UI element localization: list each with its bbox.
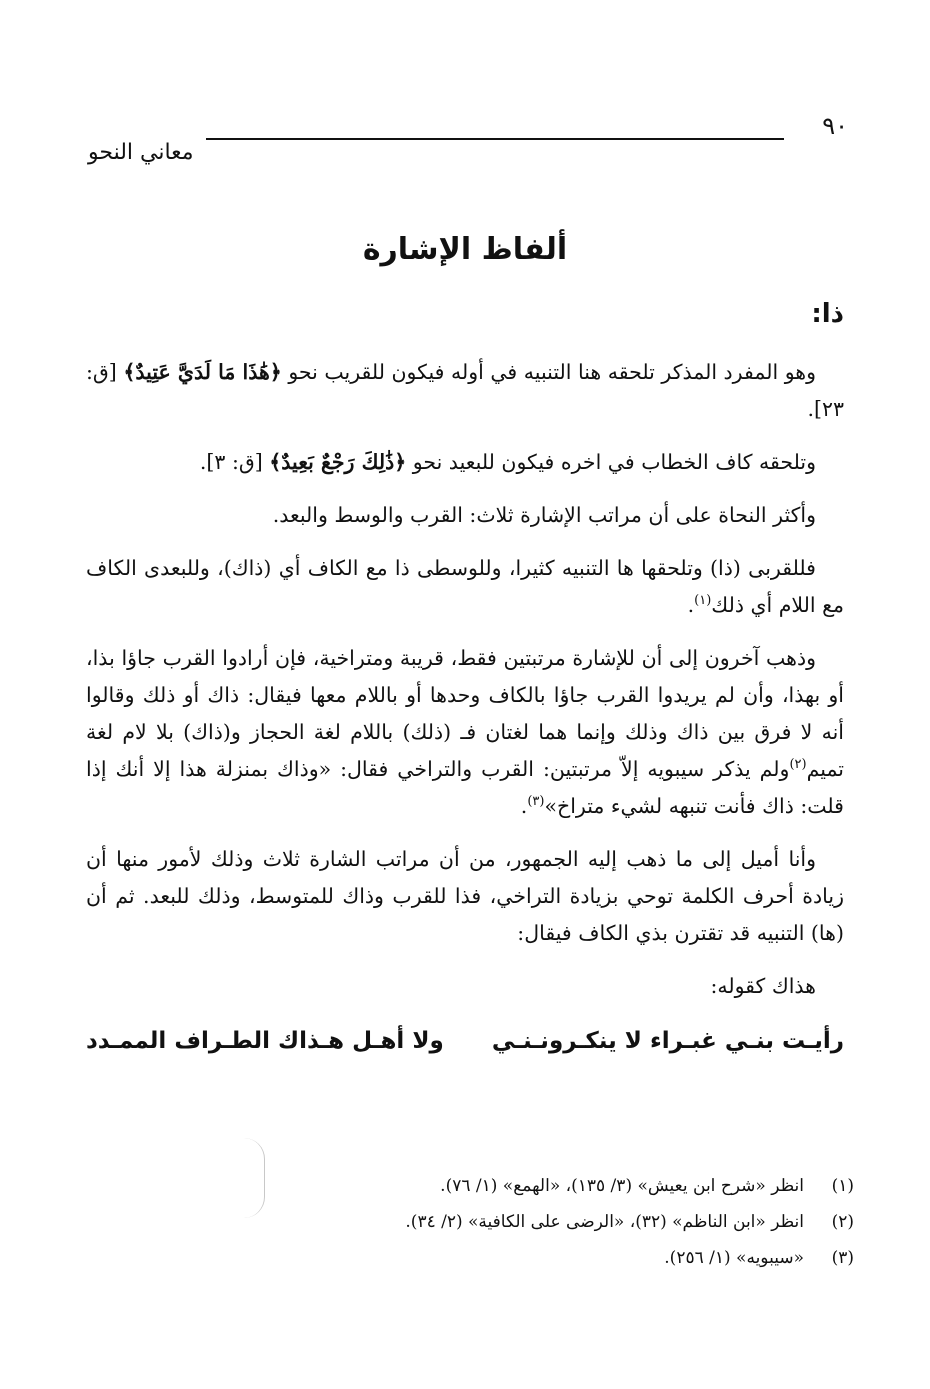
paragraph-4	[86, 550, 844, 624]
paragraph-2-text: وتلحقه كاف الخطاب في اخره فيكون للبعيد نحو	[406, 450, 816, 474]
header-rule	[206, 138, 784, 140]
paragraph-2	[86, 444, 844, 481]
main-content	[86, 292, 844, 1061]
paragraph-4-end: .	[687, 593, 695, 617]
footnote-marker-1[interactable]: (١)	[694, 593, 712, 609]
paragraph-7: هذاك كقوله:	[710, 974, 816, 998]
footnote-marker-2[interactable]: (٢)	[789, 757, 807, 773]
verse-hemistich-2: ولا أهـل هـذاك الطـراف الممـدد	[86, 1028, 444, 1054]
footnotes	[86, 1168, 854, 1276]
footnote-text: انظر «ابن الناظم» (٣٢)، «الرضى على الكافية» (٢/ ٣٤).	[405, 1212, 804, 1232]
quran-ref-2: [ق: ٣].	[199, 450, 270, 474]
paragraph-5	[86, 640, 844, 825]
paragraph-1-text: وهو المفرد المذكر تلحقه هنا التنبيه في أوله فيكون للقريب نحو	[281, 360, 816, 384]
paragraph-5-end: .	[520, 794, 528, 818]
page-number: ٩٠	[822, 112, 848, 140]
footnote-number: (١)	[831, 1176, 854, 1196]
paragraph-3: وأكثر النحاة على أن مراتب الإشارة ثلاث: القرب والوسط والبعد.	[272, 503, 816, 527]
chapter-title: ألفاظ الإشارة	[362, 232, 568, 267]
footnote-number: (٢)	[831, 1212, 854, 1232]
quran-ref-1: [ق: ٢٣].	[86, 360, 844, 421]
footnote-text: انظر «شرح ابن يعيش» (٣/ ١٣٥)، «الهمع» (١/ ٧٦).	[440, 1176, 804, 1196]
paragraph-1	[86, 354, 844, 428]
paragraph-5-text-a: وذهب آخرون إلى أن للإشارة مرتبتين فقط، قريبة ومتراخية، فإن أرادوا القرب جاؤا بذا، أو بهذا، وأن لم يريدوا القرب جاؤا بالكاف وحدها أو باللام معها فيقال: ذاك أو ذلك وقالوا أنه لا فرق بين ذاك وذلك وإنما هما لغتان فـ (ذلك) باللام لغة الحجاز و(ذاك) بلا لام لغة تميم	[86, 646, 844, 781]
page-header	[88, 112, 858, 172]
poetry-verse	[86, 1021, 844, 1061]
paragraph-5-text-b: ولم يذكر سيبويه إلاّ مرتبتين: القرب والتراخي فقال: «وذاك بمنزلة هذا إلا أنك إذا قلت: ذاك فأنت تنبهه لشيء متراخ»	[86, 757, 844, 818]
paragraph-6: وأنا أميل إلى ما ذهب إليه الجمهور، من أن مراتب الشارة ثلاث وذلك لأمور منها أن زيادة أحرف الكلمة توحي بزيادة التراخي، فذا للقرب وذاك للمتوسط، وذلك للبعد. ثم أن (ها) التنبيه قد تقترن بذي الكاف فيقال:	[86, 847, 844, 945]
footnote-2	[86, 1204, 854, 1240]
footnote-1	[86, 1168, 854, 1204]
verse-hemistich-1: رأيـت بنـي غبـراء لا ينكـرونـنـي	[491, 1028, 844, 1054]
paragraph-4-text: فللقربى (ذا) وتلحقها ها التنبيه كثيرا، وللوسطى ذا مع الكاف أي (ذاك)، وللبعدى الكاف مع اللام أي ذلك	[86, 556, 844, 617]
footnote-text: «سيبويه» (١/ ٢٥٦).	[664, 1248, 804, 1268]
footnote-number: (٣)	[831, 1248, 854, 1268]
book-title: معاني النحو	[88, 140, 194, 165]
footnote-3	[86, 1240, 854, 1276]
section-heading: ذا:	[811, 299, 844, 329]
quran-quote-1: ﴿هَٰذَا مَا لَدَيَّ عَتِيدٌ﴾	[123, 360, 282, 384]
footnote-marker-3[interactable]: (٣)	[527, 794, 545, 810]
quran-quote-2: ﴿ذَٰلِكَ رَجْعٌ بَعِيدٌ﴾	[269, 450, 407, 474]
